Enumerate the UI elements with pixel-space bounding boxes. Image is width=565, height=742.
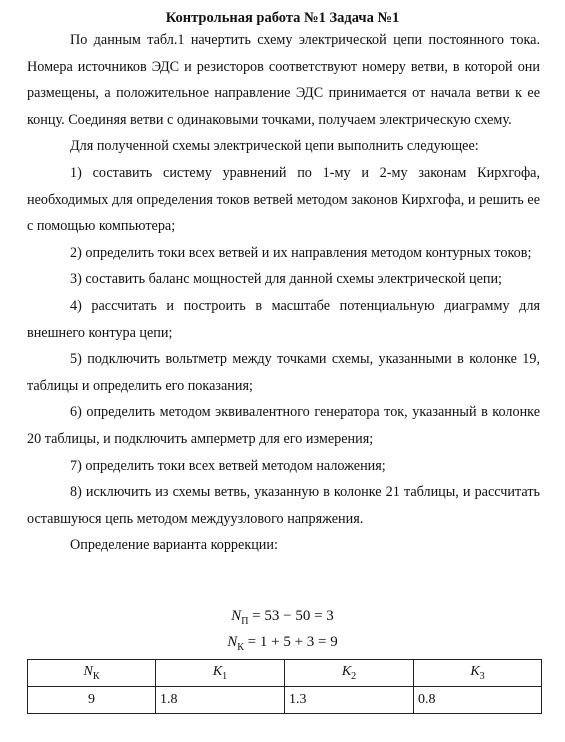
correction-table <box>27 659 542 714</box>
paragraph-variant-heading: Определение варианта коррекции: <box>70 537 278 554</box>
list-item-task-1: 1) составить систему уравнений по 1-му и 2-му законам Кирхгофа, необходимых для определения токов ветвей методом законов Кирхгофа, и решить ее с помощью компьютера; <box>27 164 540 235</box>
paragraph-intro: По данным табл.1 начертить схему электрической цепи постоянного тока. Номера источников ЭДС и резисторов соответствуют номеру ветви, в которой они размещены, а положительное направление ЭДС принимается от начала ветви к ее концу. Соединяя ветви с одинаковыми точками, получаем электрическую схему. <box>27 32 540 128</box>
header-sub: 3 <box>479 670 485 682</box>
list-item-task-6: 6) определить методом эквивалентного генератора ток, указанный в колонке 20 таблицы, и подключить амперметр для его измерения; <box>27 404 540 447</box>
formula-nk-var: N <box>227 634 238 650</box>
list-item-task-8: 8) исключить из схемы ветвь, указанную в колонке 21 таблицы, и рассчитать оставшуюся цепь методом междуузлового напряжения. <box>27 484 540 527</box>
header-var: K <box>341 664 352 680</box>
table-header-cell <box>414 660 542 687</box>
formula-np-rhs: = 53 − 50 = 3 <box>248 608 334 624</box>
list-item-task-4: 4) рассчитать и построить в масштабе потенциальную диаграмму для внешнего контура цепи; <box>27 297 540 341</box>
header-var: N <box>83 664 93 680</box>
page-title: Контрольная работа №1 Задача №1 <box>165 10 400 26</box>
formula-nk-rhs: = 1 + 5 + 3 = 9 <box>243 634 338 650</box>
table-row <box>28 687 542 714</box>
list-item-task-2: 2) определить токи всех ветвей и их направления методом контурных токов; <box>70 244 532 261</box>
table-header-cell <box>28 660 156 687</box>
formula-nk-sub: К <box>237 642 244 653</box>
paragraph-tasks-heading: Для полученной схемы электрической цепи выполнить следующее: <box>70 138 479 155</box>
task-text <box>27 27 540 559</box>
header-var: K <box>470 664 480 680</box>
header-sub: К <box>92 670 100 682</box>
header-sub: 2 <box>351 670 357 682</box>
table-header-row <box>28 660 542 687</box>
list-item-task-3: 3) составить баланс мощностей для данной схемы электрической цепи; <box>70 271 502 288</box>
table-cell: 1.8 <box>156 687 285 714</box>
formula-nk <box>0 632 565 658</box>
table-header-cell <box>285 660 414 687</box>
header-var: K <box>212 664 223 680</box>
table-header-cell <box>156 660 285 687</box>
table-cell: 0.8 <box>414 687 542 714</box>
list-item-task-5: 5) подключить вольтметр между точками схемы, указанными в колонке 19, таблицы и определить его показания; <box>27 351 540 394</box>
list-item-task-7: 7) определить токи всех ветвей методом наложения; <box>70 457 386 474</box>
header-sub: 1 <box>222 670 228 682</box>
table-cell: 9 <box>28 687 156 714</box>
table-cell: 1.3 <box>285 687 414 714</box>
formula-np-var: N <box>231 608 242 624</box>
formula-np <box>0 606 565 632</box>
formula-np-sub: П <box>241 616 249 627</box>
